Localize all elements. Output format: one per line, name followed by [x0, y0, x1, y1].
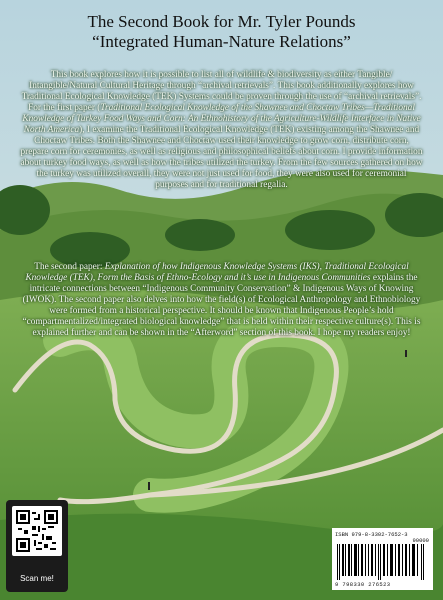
title-line-1: The Second Book for Mr. Tyler Pounds	[87, 12, 356, 31]
barcode-number: 9 798330 276523	[335, 581, 391, 588]
description-paragraph-2	[20, 262, 423, 339]
barcode-bars-icon	[335, 544, 430, 580]
price-code: 90000	[412, 537, 429, 544]
qr-code-icon	[16, 510, 58, 552]
description-paragraph-1	[20, 70, 423, 191]
paragraph-2-text-c: explains the intricate connections between “Indigenous Community Conservation” & Indigenous Ways of Knowing (IWOK). The second paper also delves into how the field(s) of Ecological Anthropology and Ethnobiology were formed from a historical perspective. It should be known that Indigenous People’s hold “compartmentalized/integrated biological knowledge” that is held within their respective culture(s). This is explained further and can be shown in the “Afterword” section of this book. I hope my readers enjoy!	[22, 273, 421, 338]
paragraph-1-text-a: This book explores how it is possible to list all of wildlife & biodiversity as either Tangible/ Intangible/Natural Cultural Heritage through “archival retrievals”. This book additionally explores how Traditional Ecological Knowledge (TEK) Systems could be proven through the use of “archival retrievals”. For the first paper (	[21, 70, 422, 113]
paragraph-2-title-italic: Explanation of how Indigenous Knowledge Systems (IKS), Traditional Ecological Knowledge (TEK), Form the Basis of Ethno-Ecology and it’s use in Indigenous Communities	[25, 262, 409, 283]
isbn-barcode	[332, 528, 433, 590]
scan-me-label: Scan me!	[20, 574, 54, 583]
paragraph-2-text-a: The second paper:	[34, 262, 105, 272]
paragraph-1-title-italic: Traditional Ecological Knowledge of the Shawnee and Choctaw Tribes—Traditional Knowledge of Turkey Food Ways and Corn: An Ethnohistory of the Agriculture-Wildlife Interface in Native North America	[22, 103, 421, 135]
qr-code-panel[interactable]	[6, 500, 68, 592]
book-title	[0, 12, 443, 52]
qr-code[interactable]	[12, 506, 62, 556]
paragraph-1-text-c: ), I examine the Traditional Ecological Knowledge (TEK) existing among the Shawnee and Choctaw Tribes. Both the Shawnee and Choctaw used their knowledge to grow corn, distribute corn, prepare corn for ceremonies, as well as religious and philosophical beliefs about corn. I provide information about turkey food ways, as well as how the tribes utilized the turkey. From the few sources gathered on how the turkey was utilized overall, they were not just used for food, they were also used for ceremonial purposes and for traditional regalia.	[20, 125, 423, 190]
isbn-text: ISBN 979-8-3302-7652-3	[335, 531, 408, 538]
title-line-2: “Integrated Human-Nature Relations”	[92, 32, 351, 51]
